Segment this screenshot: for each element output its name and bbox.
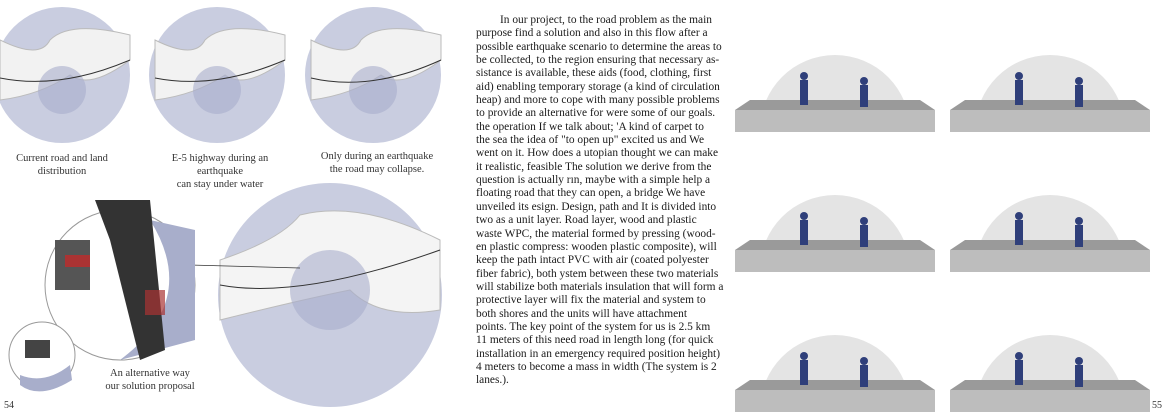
render-scene: [950, 55, 1150, 132]
caption-line: can stay under water: [176, 179, 264, 190]
body-text: [476, 14, 728, 388]
map-road-collapse: [305, 7, 441, 143]
body-line: lanes.).: [476, 374, 509, 387]
body-line: went on it. How does a utopian thought we can make: [476, 147, 718, 160]
render-scene: [950, 335, 1150, 412]
caption-line: Current road and land: [16, 153, 108, 164]
map-solution-large: [218, 183, 442, 407]
page-number-right: 55: [1152, 400, 1162, 411]
render-scene: [735, 55, 935, 132]
body-line: question is actually rın, maybe with a simple help a: [476, 174, 711, 187]
body-line: two as a unit layer. Road layer, wood and plastic: [476, 214, 697, 227]
caption-current-road: [0, 152, 124, 178]
body-line: purpose find a solution and also in this flow after a: [476, 27, 708, 40]
body-line: the sea the idea of "to open up" excited us and We: [476, 134, 705, 147]
body-line: protective layer will fix the material and system to: [476, 294, 706, 307]
body-line: the operation If we talk about; 'A kind of carpet to: [476, 120, 704, 133]
body-line: it realistic, feasible The solution we derive from the: [476, 160, 712, 173]
body-line: fiber fabric), both ystem between these two materials: [476, 267, 719, 280]
map-e5-underwater: [149, 7, 285, 143]
caption-line: our solution proposal: [105, 381, 195, 392]
caption-line: the road may collapse.: [329, 164, 425, 175]
body-line: en plastic compress: wooden plastic composite), will: [476, 240, 717, 253]
body-line: heap) and more to cope with many possible problems: [476, 94, 720, 107]
caption-line: An alternative way: [110, 368, 190, 379]
body-line: keep the path intact PVC with air (coated polyester: [476, 254, 709, 267]
body-line: 11 meters of this need road in length long (for quick: [476, 334, 714, 347]
body-line: 4 meters to become a mass in width (The system is 2: [476, 360, 717, 373]
body-line: will stabilize both materials insulation that will form a: [476, 280, 724, 293]
body-line: installation in an emergency required position height): [476, 347, 720, 360]
caption-line: distribution: [37, 166, 87, 177]
body-line: be collected, to the region ensuring that necessary as-: [476, 54, 720, 67]
render-scene: [950, 195, 1150, 272]
caption-solution: [90, 367, 210, 393]
page-number-left: 54: [4, 400, 14, 411]
body-line: floating road that they can open, a bridge We have: [476, 187, 706, 200]
body-line: both shores and the units will have attachment: [476, 307, 687, 320]
body-line: to provide an alternative for were some of our goals.: [476, 107, 716, 120]
scene-grid: [730, 0, 1170, 414]
body-line: aid) enabling temporary storage (a kind of circulation: [476, 80, 720, 93]
body-line: unveiled its esign. Design, path and It is divided into: [476, 200, 717, 213]
detail-small-circle: [9, 322, 75, 391]
caption-e5-highway: [150, 152, 290, 191]
render-scene: [735, 195, 935, 272]
caption-line: Only during an earthquake: [320, 151, 434, 162]
render-scene: [735, 335, 935, 412]
caption-line: E-5 highway during an earthquake: [171, 153, 269, 177]
map-current-road: [0, 7, 130, 143]
body-line: sistance is available, these aids (food, clothing, first: [476, 67, 712, 80]
body-line: points. The key point of the system for us is 2.5 km: [476, 320, 711, 333]
body-line: possible earthquake scenario to determine the areas to: [476, 40, 722, 53]
caption-road-collapse: [312, 150, 442, 176]
body-line: In our project, to the road problem as the main: [500, 14, 712, 26]
body-line: waste WPC, the material formed by pressing (wood-: [476, 227, 716, 240]
